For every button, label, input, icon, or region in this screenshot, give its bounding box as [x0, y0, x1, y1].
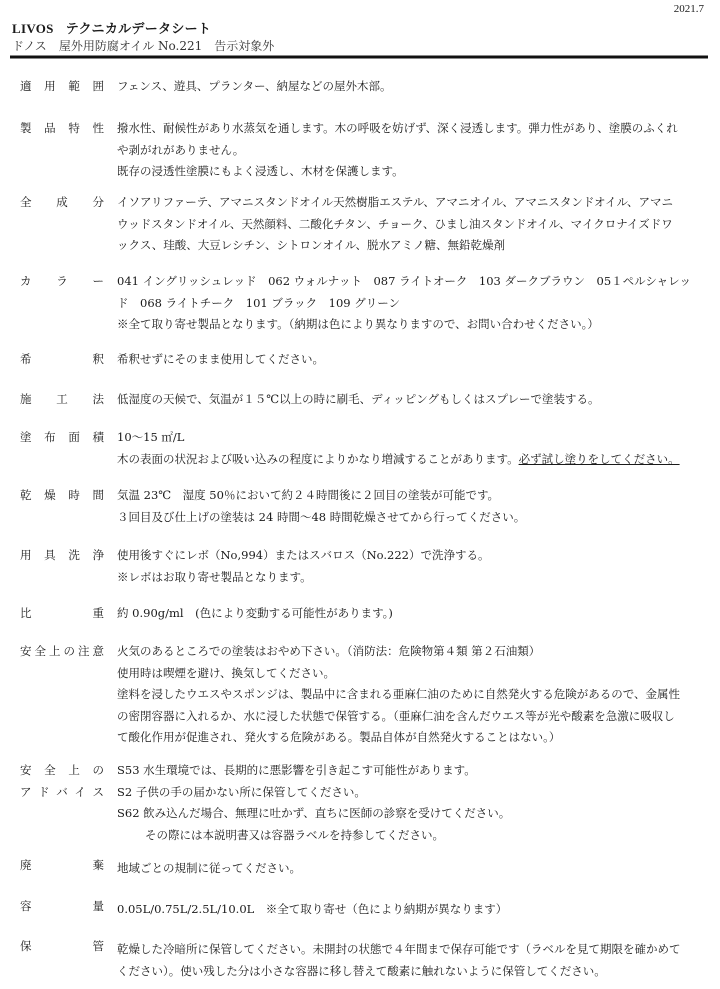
- section-label: [20, 641, 104, 663]
- label-char: 製: [20, 121, 32, 135]
- text-line: 地域ごとの規制に従ってください。: [117, 861, 301, 875]
- section-content: [117, 389, 707, 411]
- label-char: 全: [20, 195, 32, 209]
- label-char: 安: [20, 644, 32, 658]
- section-content: [117, 192, 707, 257]
- label-char: 面: [68, 430, 80, 444]
- label-char: カ: [20, 274, 32, 288]
- label-char: 廃: [20, 858, 32, 872]
- section-content: [117, 760, 707, 846]
- label-char: 時: [68, 488, 80, 502]
- label-char: 範: [68, 79, 80, 93]
- section-label: [20, 192, 104, 214]
- label-char: 積: [92, 430, 104, 444]
- text-line: て酸化作用が促進され、発火する危険がある。製品自体が自然発火することはない。）: [117, 730, 561, 744]
- text-span: 木の表面の状況および吸い込みの程度によりかなり増減することがあります。: [117, 451, 519, 466]
- brand-name: LIVOS: [12, 21, 54, 36]
- label-char: 保: [20, 939, 32, 953]
- label-char: 成: [56, 195, 68, 209]
- label-char: ラ: [56, 274, 68, 288]
- label-char: 用: [20, 548, 32, 562]
- label-char: ー: [92, 274, 104, 288]
- section-label: [20, 855, 104, 877]
- label-char: 間: [92, 488, 104, 502]
- label-char: 塗: [20, 430, 32, 444]
- text-line: フェンス、遊具、プランター、納屋などの屋外木部。: [117, 79, 392, 93]
- text-line: 10～15 ㎡/L: [117, 430, 185, 444]
- label-char: 釈: [92, 352, 104, 366]
- label-char: ス: [92, 784, 104, 799]
- label-char: 性: [92, 121, 104, 135]
- text-line: 約 0.90g/ml (色により変動する可能性があります。): [117, 606, 393, 620]
- section-content: [117, 899, 707, 921]
- product-name: ドノス: [12, 39, 47, 53]
- text-line: 気温 23℃ 湿度 50％において約２４時間後に２回目の塗装が可能です。: [117, 488, 500, 502]
- section-label: [20, 271, 104, 293]
- section-content: [117, 76, 707, 98]
- section-label: [20, 76, 104, 98]
- section-label: [20, 427, 104, 449]
- text-line: その際には本説明書又は容器ラベルを持参してください。: [145, 827, 444, 842]
- label-char: 工: [56, 392, 68, 406]
- section-content: [117, 939, 707, 982]
- section-label: [20, 118, 104, 140]
- label-char: 施: [20, 392, 32, 406]
- text-line: 火気のあるところでの塗装はおやめ下さい。（消防法：危険物第４類 第２石油類）: [117, 644, 541, 658]
- label-char: 管: [92, 939, 104, 953]
- section-label: [20, 349, 104, 371]
- label-char: 用: [44, 79, 56, 93]
- label-char: 上: [49, 644, 61, 658]
- label-char: 上: [68, 763, 80, 777]
- section-content: [117, 118, 707, 183]
- s-phrase-line: S53 水生環境では、長期的に悪影響を引き起こす可能性があります。: [117, 763, 476, 777]
- text-line: ウッドスタンドオイル、天然顔料、二酸化チタン、チョーク、ひまし油スタンドオイル、マイクロナイズドワ: [117, 216, 673, 231]
- text-line: や剥がれがありません。: [117, 142, 245, 157]
- label-char: 比: [20, 606, 32, 620]
- section-content: [117, 858, 707, 880]
- text-line: ３回目及び仕上げの塗装は 24 時間～48 時間乾燥させてから行ってください。: [117, 509, 526, 524]
- underlined-warning: 必ず試し塗りをしてください。: [518, 451, 680, 466]
- color-list-line: 041 イングリッシュレッド 062 ウォルナット 087 ライトオーク 103 ダークブラウン 05１ペルシャレッ: [117, 274, 692, 288]
- section-content: [117, 271, 707, 336]
- text-line: 撥水性、耐候性があり水蒸気を通します。木の呼吸を妨げず、深く浸透します。弾力性があり、塗膜のふくれ: [117, 121, 678, 135]
- text-line: 乾燥した冷暗所に保管してください。未開封の状態で４年間まで保存可能です（ラベルを見て期限を確かめて: [117, 942, 681, 956]
- section-label: [20, 389, 104, 411]
- label-char: 囲: [92, 79, 104, 93]
- label-char: 具: [44, 548, 56, 562]
- section-content: [117, 485, 707, 528]
- text-line: ※レボはお取り寄せ製品となります。: [117, 569, 312, 584]
- text-line: 0.05L/0.75L/2.5L/10.0L ※全て取り寄せ（色により納期が異なります）: [117, 902, 508, 916]
- text-line: ックス、珪酸、大豆レシチン、シトロンオイル、脱水アミノ糖、無鉛乾燥剤: [117, 238, 505, 252]
- color-list-line: ド 068 ライトチーク 101 ブラック 109 グリーン: [117, 295, 401, 310]
- label-char: の: [92, 763, 104, 777]
- text-line: 使用後すぐにレボ（No,994）またはスバロス（No.222）で洗浄する。: [117, 548, 490, 562]
- label-char: 安: [20, 763, 32, 777]
- product-description: 屋外用防腐オイル No.221: [58, 39, 203, 53]
- section-label: [20, 896, 104, 918]
- label-char: 浄: [92, 548, 104, 562]
- section-label: [20, 603, 104, 625]
- label-char: 量: [92, 899, 104, 913]
- section-content: [117, 603, 707, 625]
- label-char: 分: [92, 195, 104, 209]
- section-content: [117, 349, 707, 371]
- section-label: [20, 485, 104, 507]
- text-line: ※全て取り寄せ製品となります。（納期は色により異なりますので、お問い合わせください。）: [117, 317, 599, 331]
- text-line: 使用時は喫煙を避け、換気してください。: [117, 665, 336, 680]
- section-content: [117, 545, 707, 588]
- section-label: [20, 760, 104, 803]
- text-line: [117, 449, 707, 471]
- label-char: 特: [68, 121, 80, 135]
- label-char: 意: [92, 644, 104, 658]
- header-rule: [10, 55, 708, 59]
- label-char: 希: [20, 352, 32, 366]
- label-char: 洗: [68, 548, 80, 562]
- label-char: 布: [44, 430, 56, 444]
- label-char: 乾: [20, 488, 32, 502]
- label-char: ド: [38, 784, 50, 799]
- label-row: [20, 782, 104, 804]
- label-char: 全: [34, 644, 46, 658]
- label-char: ア: [20, 784, 32, 799]
- label-row: [20, 760, 104, 782]
- label-char: 燥: [44, 488, 56, 502]
- s-phrase-line: S62 飲み込んだ場合、無理に吐かず、直ちに医師の診察を受けてください。: [117, 806, 511, 820]
- text-line: の密閉容器に入れるか、水に浸した状態で保管する。（亜麻仁油を含んだウエス等が光や酸素を急激に吸収し: [117, 708, 675, 723]
- section-content: [117, 427, 707, 470]
- section-label: [20, 936, 104, 958]
- text-line: 希釈せずにそのまま使用してください。: [117, 352, 324, 366]
- s-phrase-line: S2 子供の手の届かない所に保管してください。: [117, 784, 366, 799]
- product-subtitle: [12, 37, 286, 54]
- label-char: 全: [44, 763, 56, 777]
- text-line: ください）。使い残した分は小さな容器に移し替えて酸素に触れないように保管してください。: [117, 963, 606, 978]
- label-char: 品: [44, 121, 56, 135]
- document-title: [12, 18, 211, 37]
- section-content: [117, 641, 707, 749]
- label-char: 棄: [92, 858, 104, 872]
- text-line: 既存の浸透性塗膜にもよく浸透し、木材を保護します。: [117, 164, 404, 178]
- label-char: 法: [92, 392, 104, 406]
- label-char: 注: [78, 644, 90, 658]
- label-char: バ: [56, 784, 68, 799]
- label-char: 適: [20, 79, 32, 93]
- text-line: 塗料を浸したウエスやスポンジは、製品中に含まれる亜麻仁油のために自然発火する危険があるので、金属性: [117, 687, 680, 701]
- label-char: 容: [20, 899, 32, 913]
- section-label: [20, 545, 104, 567]
- date: 2021.7: [673, 3, 704, 15]
- text-line: イソアリファーテ、アマニスタンドオイル天然樹脂エステル、アマニオイル、アマニスタンドオイル、アマニ: [117, 195, 674, 209]
- notice: 告示対象外: [214, 39, 275, 53]
- label-char: イ: [74, 784, 86, 799]
- label-char: の: [63, 644, 75, 658]
- doc-type: テクニカルデータシート: [65, 22, 212, 37]
- label-char: 重: [92, 606, 104, 620]
- text-line: 低湿度の天候で、気温が１５℃以上の時に刷毛、ディッピングもしくはスプレーで塗装する。: [117, 392, 600, 406]
